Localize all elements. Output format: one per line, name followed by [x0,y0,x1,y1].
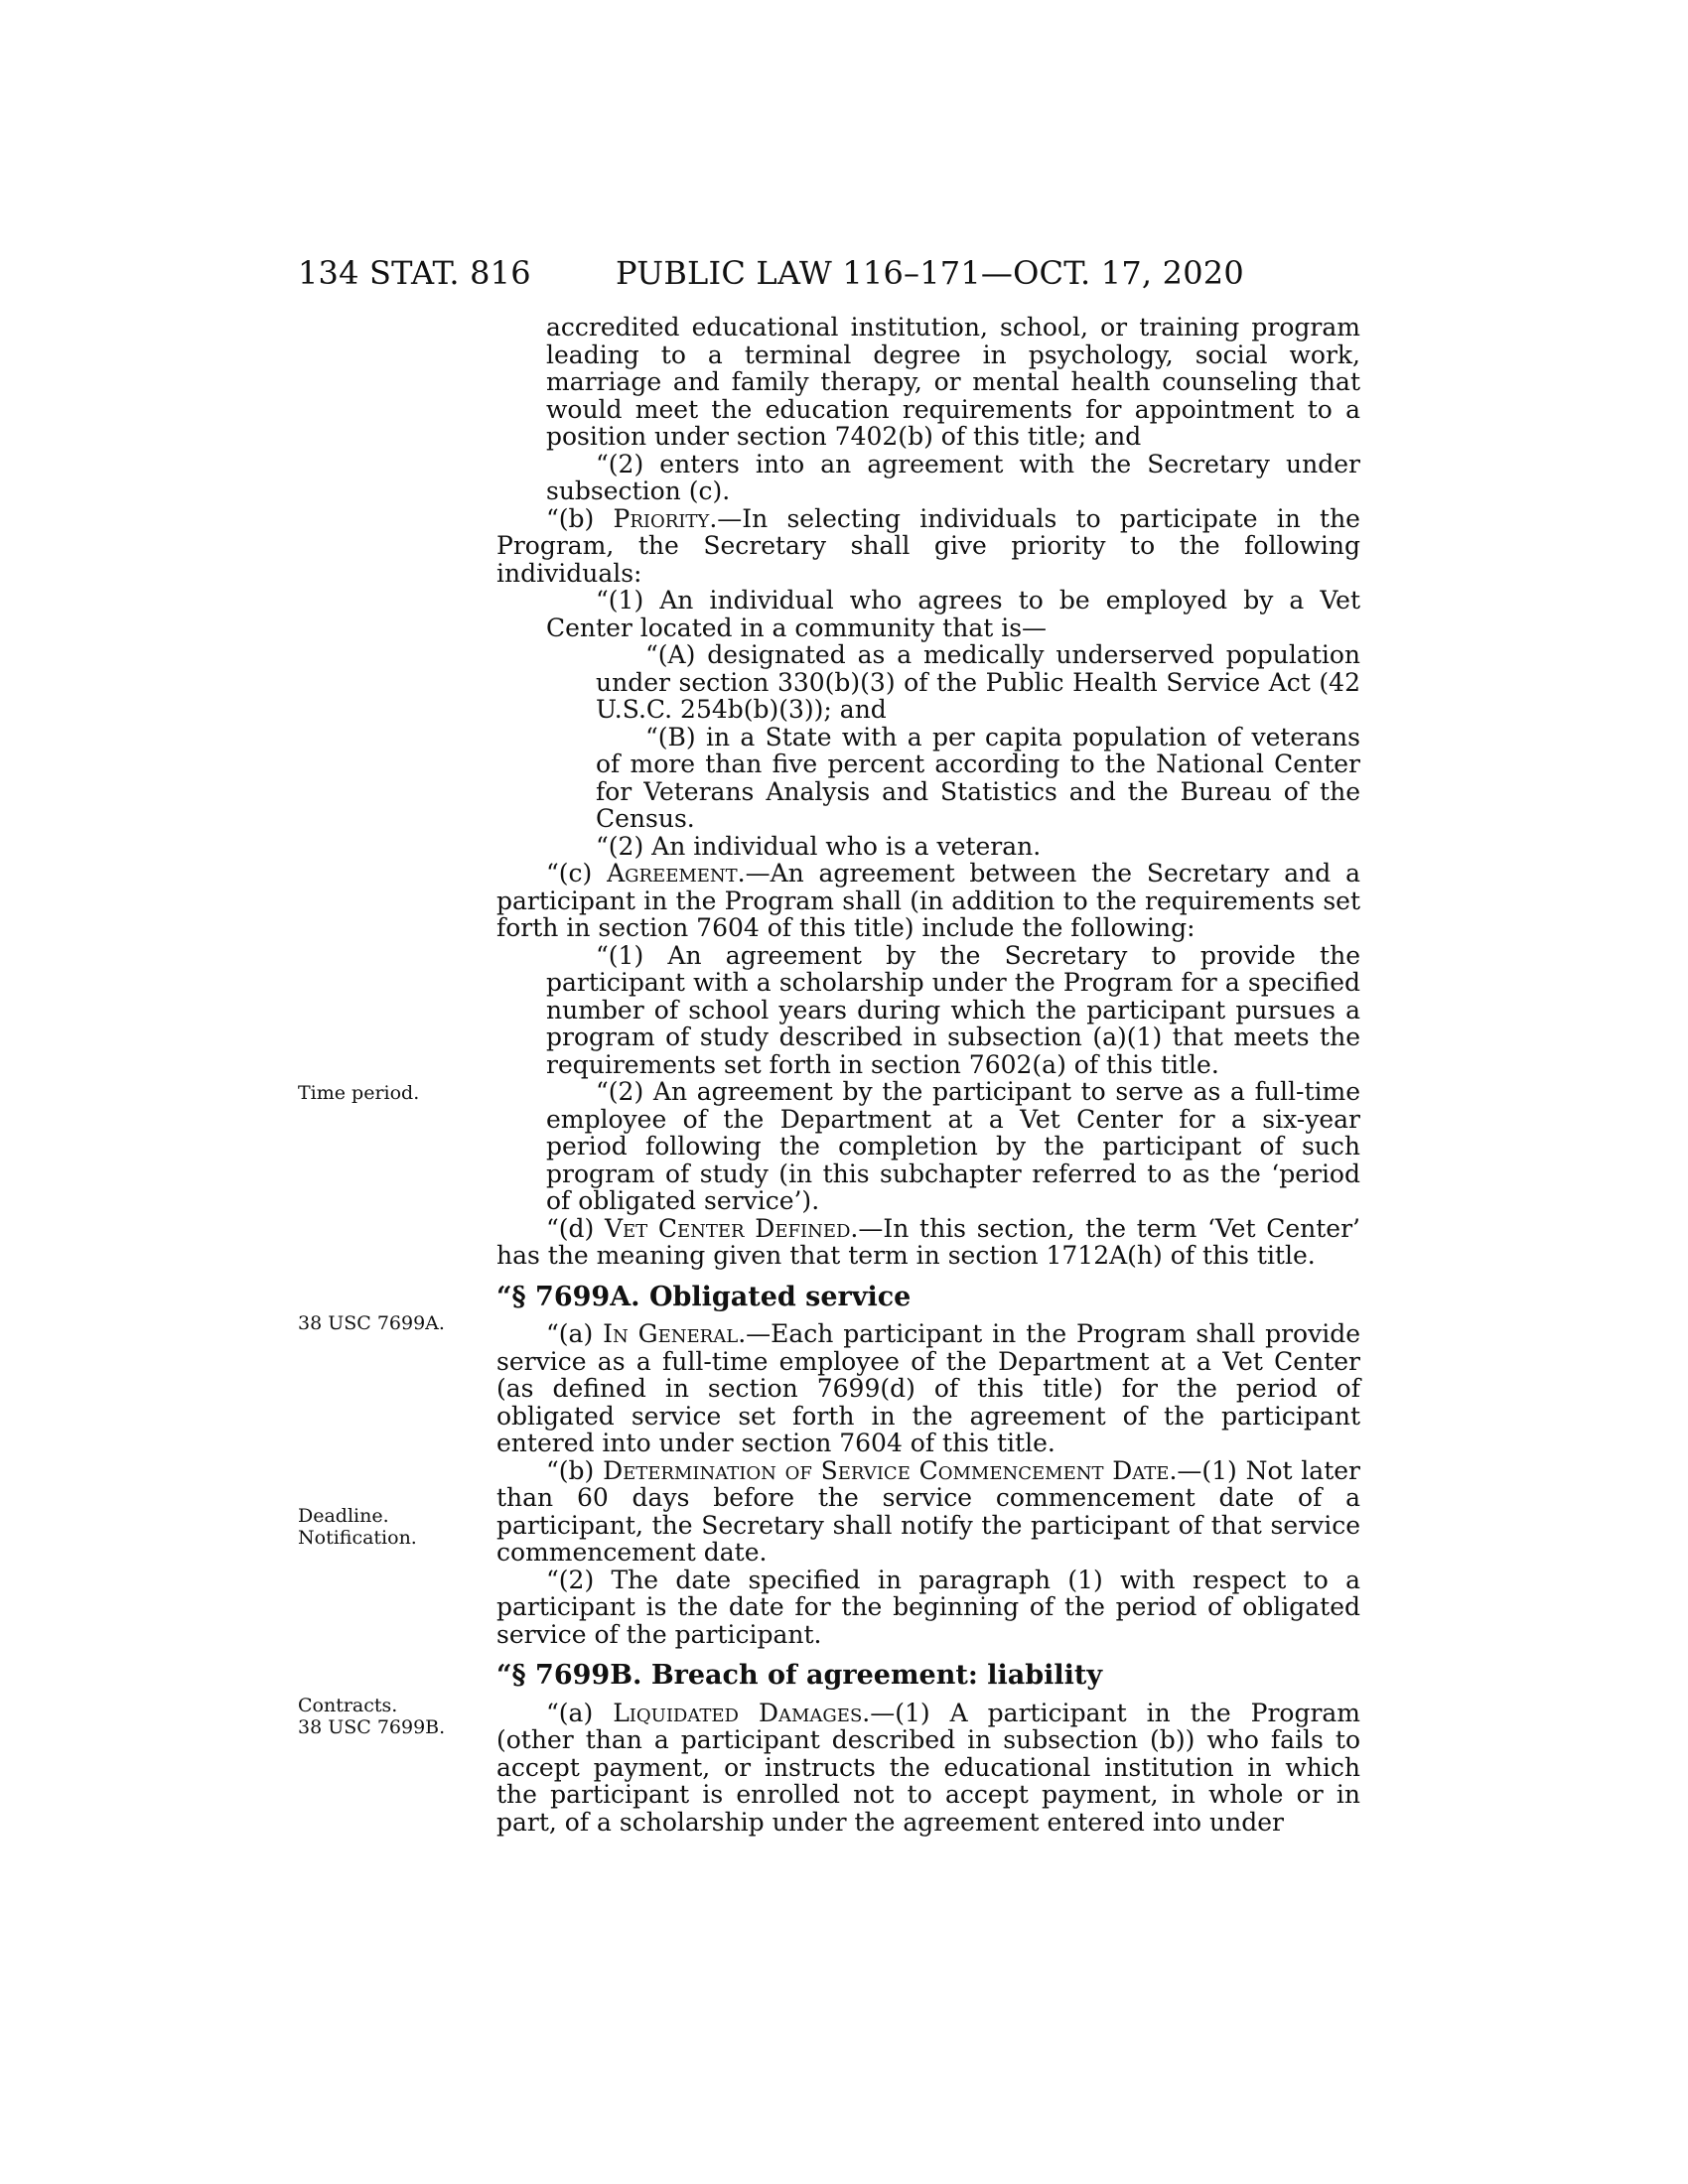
subsection-d-vet-center-defined [496,1215,1360,1270]
paragraph-b2: “(2) An individual who is a veteran. [596,831,1042,861]
statute-body [496,314,1360,1836]
subsection-c-text: .—An agreement between the Secretary and a participant in the Program shall (in addition to the requirements set forth in section 7604 of this title) include the following: [496,859,1360,942]
paragraph-7699a-b2: “(2) The date specified in paragraph (1) with respect to a participant is the date for the beginning of the period of obligated service of the participant. [496,1565,1360,1649]
section-7699a-heading: “§ 7699A. Obligated service [496,1281,912,1312]
paragraph-a2: “(2) enters into an agreement with the Secretary under subsection (c). [546,449,1360,505]
subparagraph-b1a: “(A) designated as a medically underserved population under section 330(b)(3) of the Public Health Service Act (42 U.S.C. 254b(b)(3)); and [596,640,1360,724]
subsection-7699b-a-heading: Liquidated Damages [613,1698,863,1727]
subsection-7699b-a [496,1700,1360,1837]
subsection-b-heading: Priority [613,503,710,533]
subsection-7699a-b-lead: “(b) [546,1455,604,1485]
subsection-7699b-a-text: .—(1) A participant in the Program (other than a participant described in subsection (b)) who fails to accept payment, or instructs the educational institution in which the participant is enrolled not to accept payment, in whole or in part, of a scholarship under the agreement entered into under [496,1698,1361,1837]
subsection-7699a-a-heading: In General [603,1319,739,1348]
subsection-7699b-a-lead: “(a) [546,1698,614,1727]
margin-note-contracts [298,1695,477,1738]
margin-note-time-period: Time period. [298,1082,420,1104]
subsection-d-lead: “(d) [546,1213,605,1243]
subsection-b-lead: “(b) [546,503,614,533]
page-stat-reference: 134 STAT. 816 [298,254,531,292]
subsection-7699a-a-lead: “(a) [546,1319,604,1348]
subsection-c-lead: “(c) [546,859,608,887]
subsection-7699a-a [496,1320,1360,1457]
subsection-d-heading: Vet Center Defined [604,1213,851,1243]
subsection-c-agreement [496,860,1360,942]
subsection-d-text: .—In this section, the term ‘Vet Center’ has the meaning given that term in section 1712A(h) of this title. [496,1213,1360,1270]
margin-note-deadline-text: Deadline. [298,1505,389,1527]
subsection-c-heading: Agreement [607,859,738,887]
paragraph-c2: “(2) An agreement by the participant to serve as a full-time employee of the Department at a Vet Center for a six-year period following the completion by the participant of such program of study (in this subchapter referred to as the ‘period of obligated service’). [546,1077,1360,1215]
subsection-b-priority [496,505,1360,588]
paragraph-b1: “(1) An individual who agrees to be employed by a Vet Center located in a community that is— [546,586,1360,642]
paragraph-a1-continued: accredited educational institution, school, or training program leading to a terminal degree in psychology, social work, marriage and family therapy, or mental health counseling that would meet the education requirements for appointment to a position under section 7402(b) of this title; and [546,313,1360,451]
margin-note-contracts-text: Contracts. [298,1695,398,1716]
margin-note-38-usc-7699b-text: 38 USC 7699B. [298,1716,446,1738]
subparagraph-b1b: “(B) in a State with a per capita population of veterans of more than five percent according to the National Center for Veterans Analysis and Statistics and the Bureau of the Census. [596,722,1360,833]
subsection-7699a-b-text: .—(1) Not later than 60 days before the service commencement date of a participant, the Secretary shall notify the participant of that service commencement date. [496,1455,1361,1567]
subsection-b-text: .—In selecting individuals to participate in the Program, the Secretary shall give priority to the following individuals: [496,503,1360,588]
margin-note-notification-text: Notification. [298,1527,417,1549]
subsection-7699a-b-heading: Determination of Service Commencement Date [603,1455,1170,1485]
paragraph-c1: “(1) An agreement by the Secretary to provide the participant with a scholarship under the Program for a specified number of school years during which the participant pursues a program of study described in subsection (a)(1) that meets the requirements set forth in section 7602(a) of this title. [546,940,1360,1079]
subsection-7699a-b [496,1457,1360,1567]
margin-note-deadline [298,1505,477,1549]
section-7699b-heading: “§ 7699B. Breach of agreement: liability [496,1660,1103,1691]
subsection-7699a-a-text: .—Each participant in the Program shall provide service as a full-time employee of the Department at a Vet Center (as defined in section 7699(d) of this title) for the period of obligated service set forth in the agreement of the participant entered into under section 7604 of this title. [496,1319,1361,1457]
margin-note-38-usc-7699a: 38 USC 7699A. [298,1312,445,1334]
page-header-title: PUBLIC LAW 116–171—OCT. 17, 2020 [616,254,1244,292]
